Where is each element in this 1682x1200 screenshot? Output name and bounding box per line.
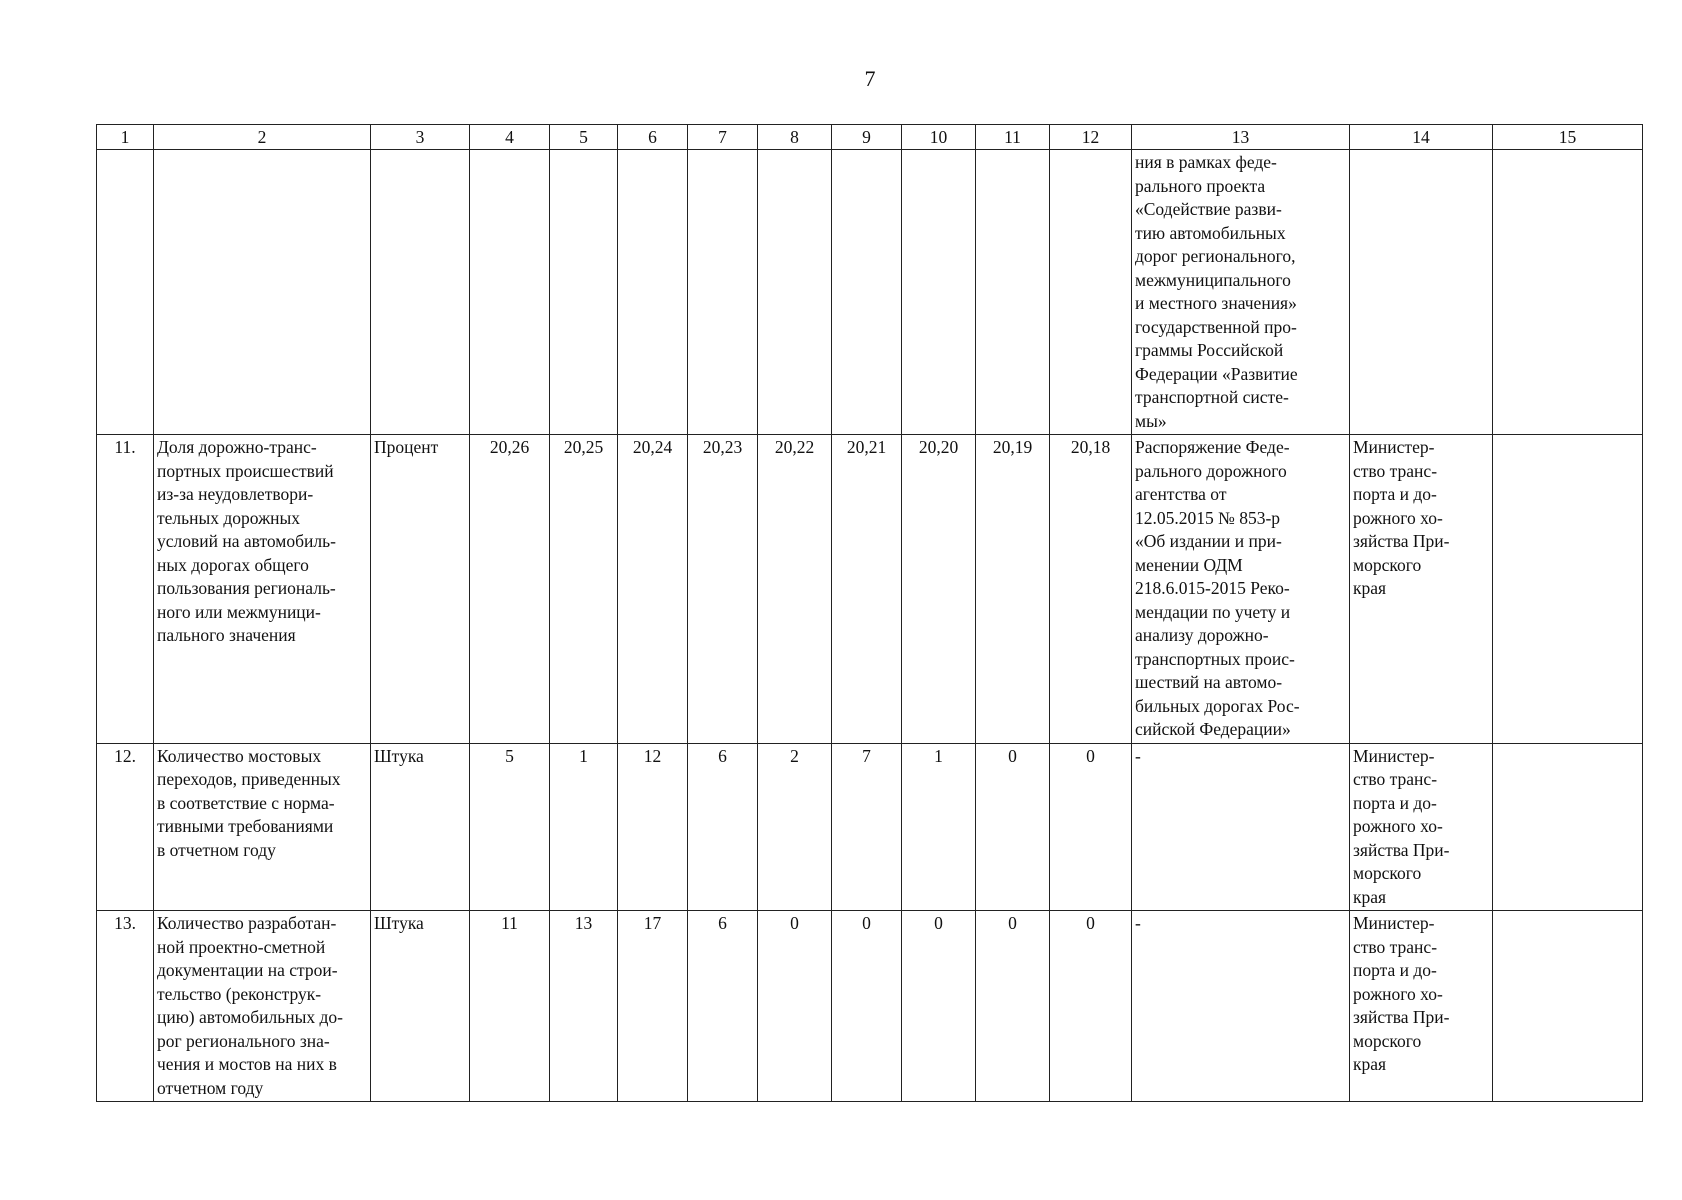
column-header: 15 <box>1493 125 1643 150</box>
value-cell: 20,26 <box>470 435 550 744</box>
unit-cell: Процент <box>371 435 470 744</box>
value-cell: 6 <box>688 743 758 911</box>
value-cell: 20,25 <box>550 435 618 744</box>
responsible-cell: Министер- ство транс- порта и до- рожного хо- зяйства При- морского края <box>1350 435 1493 744</box>
value-cell: 6 <box>688 911 758 1102</box>
basis-cell: - <box>1132 743 1350 911</box>
value-cell: 20,19 <box>976 435 1050 744</box>
column-header: 4 <box>470 125 550 150</box>
responsible-cell: Министер- ство транс- порта и до- рожного хо- зяйства При- морского края <box>1350 743 1493 911</box>
value-cell: 1 <box>902 743 976 911</box>
value-cell: 20,23 <box>688 435 758 744</box>
column-header: 7 <box>688 125 758 150</box>
column-15-cell <box>1493 743 1643 911</box>
value-cell: 1 <box>550 743 618 911</box>
column-header: 8 <box>758 125 832 150</box>
column-header: 13 <box>1132 125 1350 150</box>
value-cell: 20,20 <box>902 435 976 744</box>
value-cell: 0 <box>832 911 902 1102</box>
value-cell: 0 <box>902 911 976 1102</box>
value-cell: 20,22 <box>758 435 832 744</box>
column-15-cell <box>1493 435 1643 744</box>
column-header: 11 <box>976 125 1050 150</box>
value-cell: 0 <box>1050 911 1132 1102</box>
responsible-cell: Министер- ство транс- порта и до- рожного хо- зяйства При- морского края <box>1350 911 1493 1102</box>
table-row <box>97 911 1643 1102</box>
column-header: 2 <box>154 125 371 150</box>
value-cell: 20,21 <box>832 435 902 744</box>
value-cell: 13 <box>550 911 618 1102</box>
indicator-name: Доля дорожно-транс- портных происшествий из-за неудовлетвори- тельных дорожных условий на автомобиль- ных дорогах общего пользования региональ- ного или межмуници- пального значения <box>154 435 371 744</box>
value-cell: 20,18 <box>1050 435 1132 744</box>
row-index: 12. <box>97 743 154 911</box>
indicator-name: Количество разработан- ной проектно-сметной документации на строи- тельство (реконструк- цию) автомобильных до- рог регионального зна- чения и мостов на них в отчетном году <box>154 911 371 1102</box>
value-cell: 17 <box>618 911 688 1102</box>
value-cell: 7 <box>832 743 902 911</box>
basis-cell: - <box>1132 911 1350 1102</box>
column-header: 6 <box>618 125 688 150</box>
value-cell: 11 <box>470 911 550 1102</box>
value-cell: 20,24 <box>618 435 688 744</box>
unit-cell: Штука <box>371 911 470 1102</box>
column-header: 1 <box>97 125 154 150</box>
page-number: 7 <box>864 66 876 91</box>
row-index: 13. <box>97 911 154 1102</box>
table-row <box>97 435 1643 744</box>
value-cell: 0 <box>976 911 1050 1102</box>
row-index: 11. <box>97 435 154 744</box>
value-cell: 5 <box>470 743 550 911</box>
column-header: 10 <box>902 125 976 150</box>
unit-cell: Штука <box>371 743 470 911</box>
table-row <box>97 743 1643 911</box>
column-header: 3 <box>371 125 470 150</box>
column-number-row <box>97 125 1643 150</box>
table-row-continuation <box>97 150 1643 435</box>
value-cell: 2 <box>758 743 832 911</box>
column-header: 9 <box>832 125 902 150</box>
column-header: 12 <box>1050 125 1132 150</box>
basis-cell: ния в рамках феде- рального проекта «Содействие разви- тию автомобильных дорог регионального, межмуниципального и местного значения» государственной про- граммы Российской Федерации «Развитие транспортной систе- мы» <box>1132 150 1350 435</box>
indicator-name: Количество мостовых переходов, приведенных в соответствие с норма- тивными требованиями в отчетном году <box>154 743 371 911</box>
column-header: 14 <box>1350 125 1493 150</box>
basis-cell: Распоряжение Феде- рального дорожного агентства от 12.05.2015 № 853-р «Об издании и при- менении ОДМ 218.6.015-2015 Реко- мендации по учету и анализу дорожно- транспортных проис- шествий на автомо- бильных дорогах Рос- сийской Федерации» <box>1132 435 1350 744</box>
value-cell: 0 <box>758 911 832 1102</box>
column-15-cell <box>1493 911 1643 1102</box>
value-cell: 12 <box>618 743 688 911</box>
value-cell: 0 <box>976 743 1050 911</box>
value-cell: 0 <box>1050 743 1132 911</box>
column-header: 5 <box>550 125 618 150</box>
indicators-table <box>96 124 1643 1102</box>
